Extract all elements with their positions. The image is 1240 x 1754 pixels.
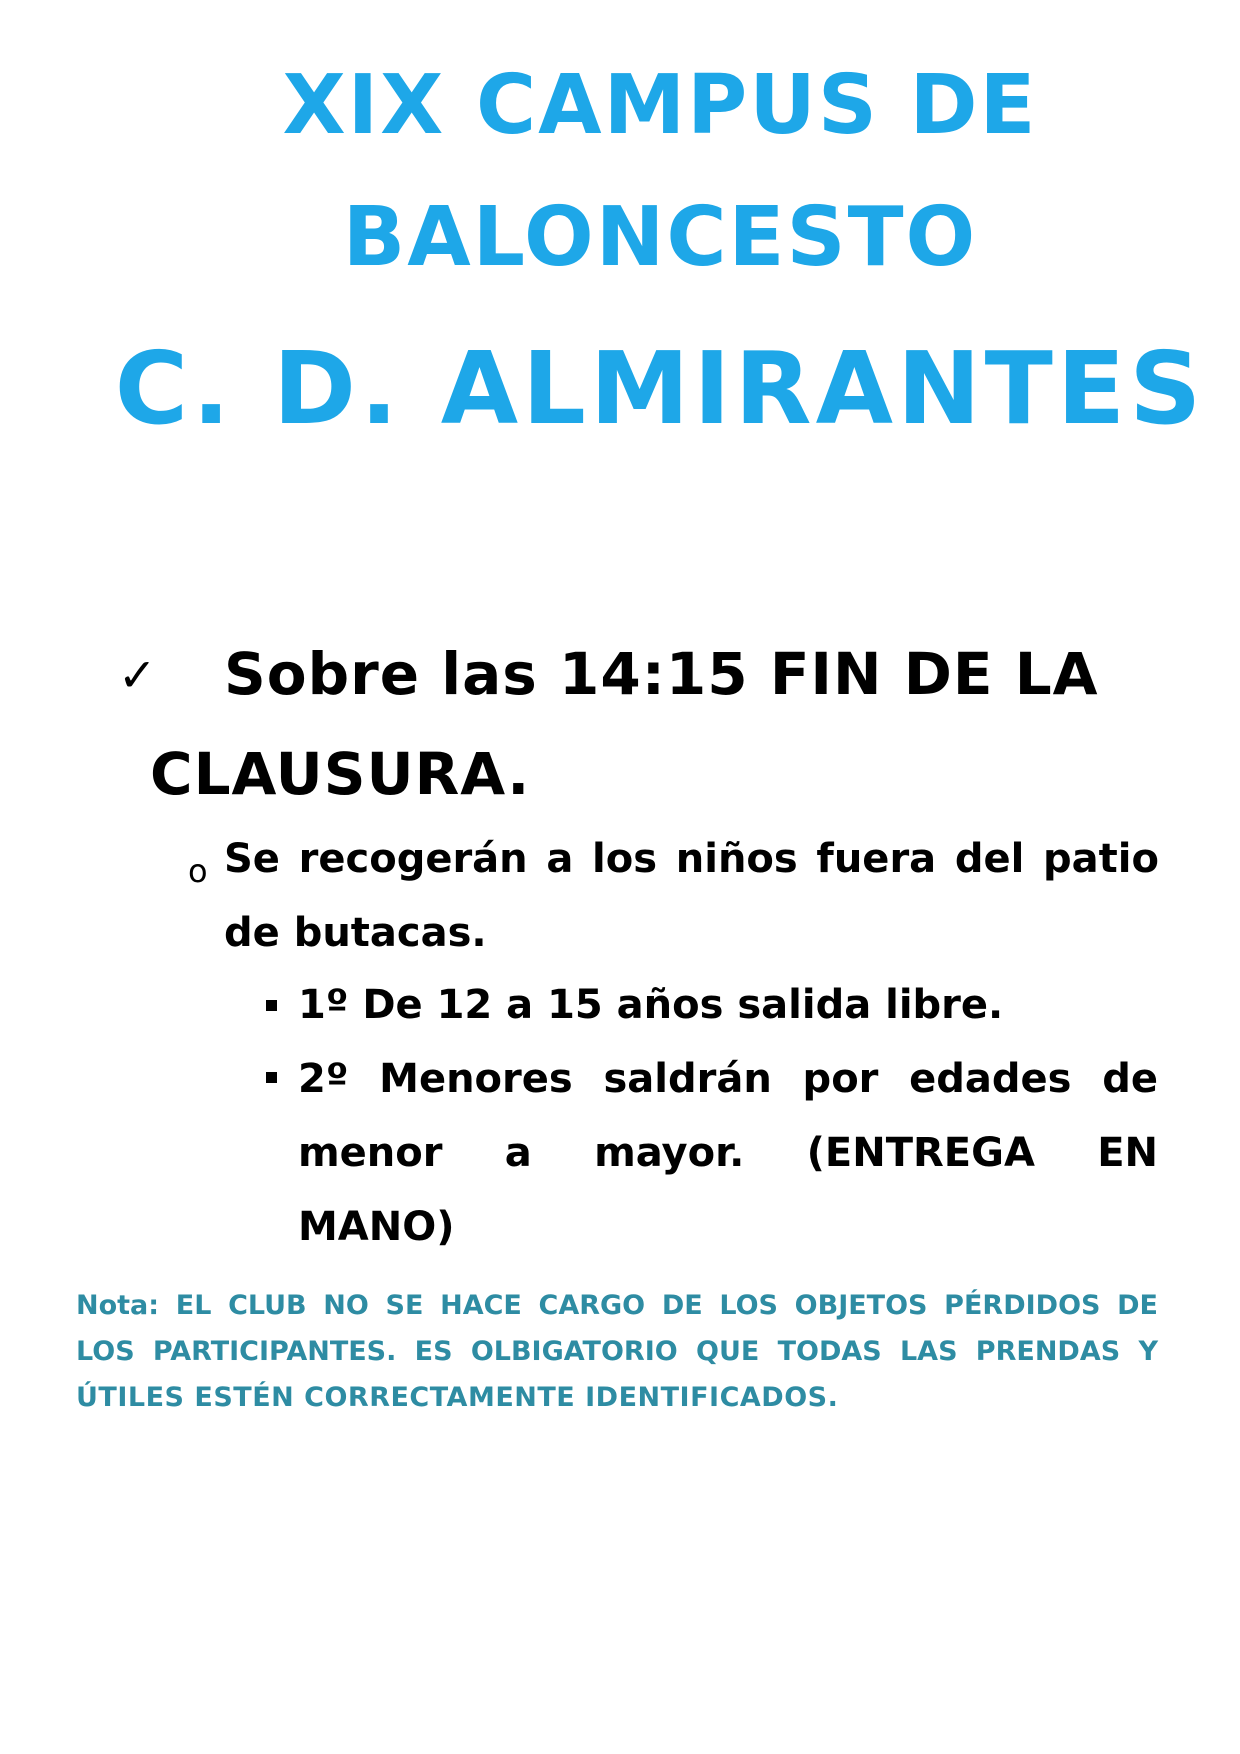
note-line-3: ÚTILES ESTÉN CORRECTAMENTE IDENTIFICADOS. xyxy=(76,1382,839,1413)
sub-sub-item-2-line-2: menor a mayor. (ENTREGA EN xyxy=(298,1130,1158,1176)
sub-item-line-1: Se recogerán a los niños fuera del patio xyxy=(224,836,1159,882)
sub-sub-item-1: 1º De 12 a 15 años salida libre. xyxy=(298,982,1004,1028)
note-line-1: Nota: EL CLUB NO SE HACE CARGO DE LOS OBJETOS PÉRDIDOS DE xyxy=(76,1290,1158,1321)
sub-item-line-2: de butacas. xyxy=(224,910,487,956)
circle-bullet-icon: o xyxy=(188,852,208,890)
square-bullet-icon xyxy=(266,1072,277,1083)
title-line-2: BALONCESTO xyxy=(342,190,978,285)
sub-sub-item-2-line-1: 2º Menores saldrán por edades de xyxy=(298,1056,1158,1102)
square-bullet-icon xyxy=(266,1000,277,1011)
main-item-line-2: CLAUSURA. xyxy=(150,740,531,808)
checkmark-icon: ✓ xyxy=(118,648,157,702)
main-item-line-1: Sobre las 14:15 FIN DE LA xyxy=(224,640,1099,708)
title-line-3: C. D. ALMIRANTES xyxy=(114,330,1206,447)
title-line-1: XIX CAMPUS DE xyxy=(282,58,1038,153)
sub-sub-item-2-line-3: MANO) xyxy=(298,1204,455,1250)
note-line-2: LOS PARTICIPANTES. ES OLBIGATORIO QUE TODAS LAS PRENDAS Y xyxy=(76,1336,1158,1367)
